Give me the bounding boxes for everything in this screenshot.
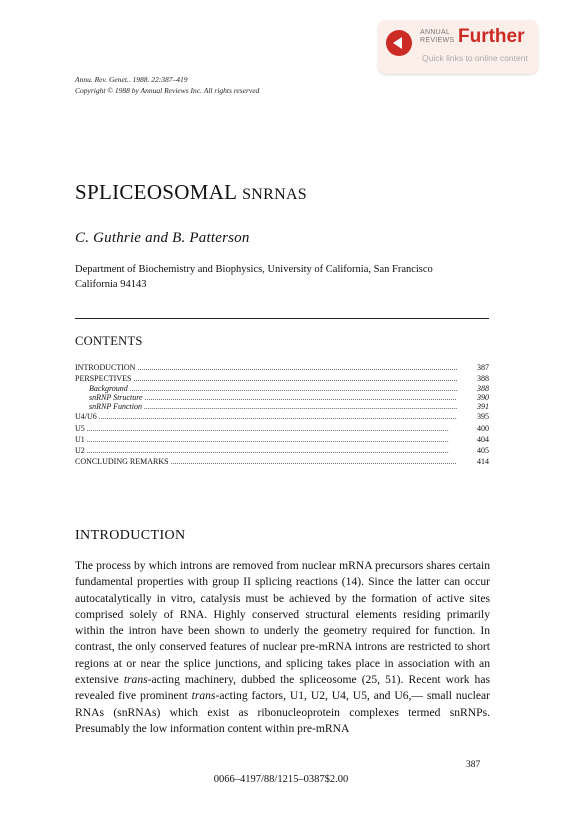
toc-entry-label: U5 [75, 423, 85, 433]
badge-brand: Further [458, 26, 525, 47]
toc-entry[interactable] [75, 423, 489, 434]
toc-entry-label: snRNP Function [89, 402, 142, 412]
introduction-paragraph: The process by which introns are removed from nuclear mRNA precursors shares certain fundamental properties with group II splicing reactions (14). Since the latter can occur autocatalytically in vitro, catalysis must be achieved by the formation of active sites comprised solely of RNA. Highly conserved structural elements residing primarily within the intron have been shown to underly the geometry required for function. In contrast, the only conserved features of nuclear pre-mRNA introns are restricted to short regions at or near the splice junctions, and splicing takes place in association with an extensive trans-acting machinery, dubbed the spliceosome (25, 51). Recent work has revealed five prominent trans-acting factors, U1, U2, U4, U5, and U6,— small nuclear RNAs (snRNAs) which exist as ribonucleoprotein complexes termed snRNPs. Presumably the low information content within pre-mRNA [75, 559, 490, 735]
toc-entry[interactable] [75, 445, 489, 456]
toc-leader-dots [133, 373, 457, 384]
badge-tagline: Quick links to online content [422, 53, 528, 63]
toc-leader-dots [87, 445, 457, 456]
toc-entry-page: 404 [477, 434, 489, 444]
introduction-heading: INTRODUCTION [75, 528, 186, 543]
toc-entry-page: 405 [477, 445, 489, 455]
article-title [75, 180, 307, 205]
annual-reviews-logo-icon [386, 30, 412, 56]
toc-entry[interactable] [75, 362, 489, 373]
footer-code: 0066–4197/88/1215–0387$2.00 [213, 774, 349, 785]
toc-entry[interactable] [75, 373, 489, 384]
toc-leader-dots [87, 423, 457, 434]
journal-citation [75, 74, 259, 96]
toc-entry[interactable] [75, 456, 489, 467]
page-number: 387 [466, 760, 481, 770]
toc-leader-dots [137, 362, 457, 373]
introduction-body [75, 558, 490, 737]
affiliation-line-2: California 94143 [75, 279, 147, 290]
toc-leader-dots [99, 411, 457, 422]
toc-leader-dots [87, 434, 457, 445]
toc-entry-page: 390 [477, 393, 489, 403]
toc-entry[interactable] [75, 402, 489, 411]
toc-entry-label: U2 [75, 445, 85, 455]
divider-rule [75, 318, 489, 319]
title-main: SPLICEOSOMAL [75, 180, 243, 204]
toc-entry-page: 388 [477, 374, 489, 384]
toc-entry-label: PERSPECTIVES [75, 374, 132, 384]
contents-heading: CONTENTS [75, 334, 143, 348]
toc-entry-page: 387 [477, 363, 489, 372]
toc-entry-label: U1 [75, 434, 85, 444]
toc-entry-label: INTRODUCTION [75, 363, 136, 372]
toc-leader-dots [130, 384, 457, 393]
table-of-contents [75, 362, 489, 467]
toc-entry[interactable] [75, 411, 489, 422]
affiliation-line-1: Department of Biochemistry and Biophysics, University of California, San Francisco [75, 264, 433, 275]
further-badge[interactable] [378, 20, 538, 74]
citation-line: Annu. Rev. Genet.. 1988. 22:387–419 [75, 75, 188, 84]
copyright-line: Copyright © 1988 by Annual Reviews Inc. All rights reserved [75, 86, 260, 95]
toc-entry-label: Background [89, 384, 128, 394]
toc-leader-dots [144, 402, 457, 411]
toc-leader-dots [145, 393, 457, 402]
toc-entry[interactable] [75, 384, 489, 393]
affiliation [75, 262, 495, 292]
toc-entry-label: snRNP Structure [89, 393, 143, 403]
toc-entry-page: 400 [477, 423, 489, 433]
toc-entry-label: U4/U6 [75, 412, 97, 422]
toc-entry[interactable] [75, 393, 489, 402]
toc-leader-dots [171, 456, 457, 467]
toc-entry-page: 414 [477, 457, 489, 467]
article-authors: C. Guthrie and B. Patterson [75, 230, 250, 246]
toc-entry-label: CONCLUDING REMARKS [75, 457, 169, 467]
toc-entry-page: 391 [477, 402, 489, 412]
badge-publisher [420, 29, 454, 45]
toc-entry[interactable] [75, 434, 489, 445]
toc-entry-page: 395 [477, 412, 489, 422]
toc-entry-page: 388 [477, 384, 489, 394]
badge-reviews: REVIEWS [420, 37, 455, 44]
badge-annual: ANNUAL [420, 29, 451, 36]
title-smallcaps: SNRNAS [242, 186, 307, 203]
